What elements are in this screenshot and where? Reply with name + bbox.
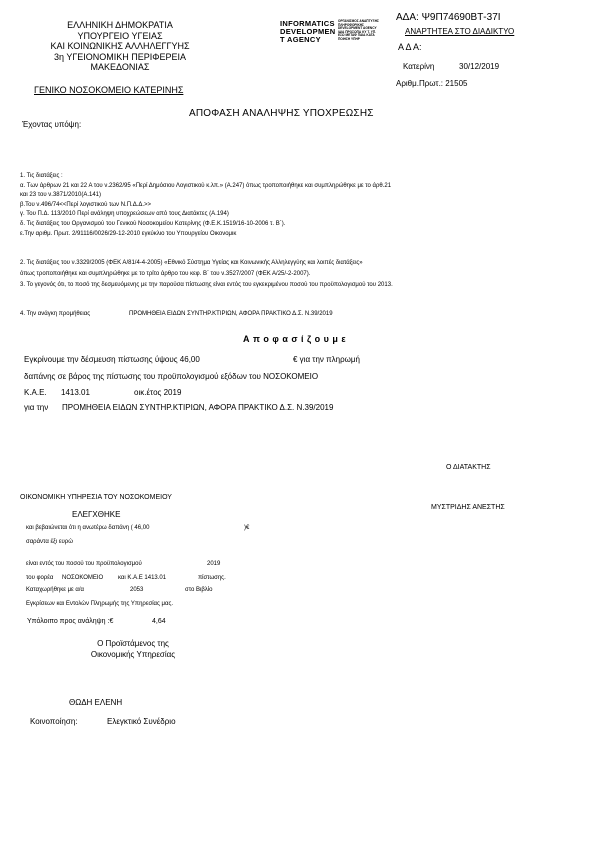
need-label: 4. Την ανάγκη προμήθειας [20,311,91,317]
provision-item: ε.Την αριθμ. Πρωτ. 2/91116/0026/29-12-2010 εγκύκλιο του Υπουργείου Οικονομικ [20,230,237,237]
protocol-number: Αριθμ.Πρωτ.: 21505 [396,79,468,88]
decision-line-1b: € για την πληρωμή [293,355,360,364]
org-line: ΜΑΚΕΔΟΝΙΑΣ [90,62,150,72]
logo-line: INFORMATICS [280,19,335,28]
logo-line: DEVELOPMEN [280,27,336,36]
finance-head-line: Ο Προϊστάμενος της [97,639,169,648]
kae-value: 1413.01 [61,388,90,397]
provision-item: όπως τροποποιήθηκε και συμπληρώθηκε με το τρίτο άρθρο του κεφ. Β΄ του ν.3527/2007 (ΦΕΚ Α/25/-2-2007). [20,271,311,277]
provisions-list-2 [20,258,393,291]
within-budget: είναι εντός του ποσού του προϋπολογισμού [26,561,142,567]
org-line: ΥΠΟΥΡΓΕΙΟ ΥΓΕΙΑΣ [77,30,163,41]
decision-line-1: Εγκρίνουμε την δέσμευση πίστωσης ύψους 46,00 [24,355,200,364]
for-value: ΠΡΟΜΗΘΕΙΑ ΕΙΔΩΝ ΣΥΝΤΗΡ.ΚΤΙΡΙΩΝ, ΑΦΟΡΑ ΠΡΑΚΤΙΚΟ Δ.Σ. Ν.39/2019 [62,403,334,412]
provision-item: 2. Τις διατάξεις του ν.3329/2005 (ΦΕΚ Α/81/4-4-2005) «Εθνικό Σύστημα Υγείας και Κοινωνικής Αλληλεγγύης και λοιπές διατάξεις» [20,260,363,266]
organization-header [30,20,210,73]
notify-value: Ελεγκτικό Συνέδριο [107,717,176,726]
recorded-label: Καταχωρήθηκε με α/α [26,587,84,593]
certify-line: και βεβαιώνεται ότι η ανωτέρω δαπάνη ( 46,00 [26,525,150,531]
finance-head-line: Οικονομικής Υπηρεσίας [90,650,176,659]
provision-item: δ. Τις διατάξεις του Οργανισμού του Γενικού Νοσοκομείου Κατερίνης (Φ.Ε.Κ.1519/16-10-2006 τ. Β΄). [20,220,286,227]
entity-kae: και Κ.Α.Ε 1413.01 [118,575,167,581]
checked-label: ΕΛΕΓΧΘΗΚΕ [72,510,121,519]
provisions-list [20,172,391,239]
provision-item: και 23 του ν.3871/2010(Α.141) [20,192,102,199]
hospital-name: ΓΕΝΙΚΟ ΝΟΣΟΚΟΜΕΙΟ ΚΑΤΕΡΙΝΗΣ [34,85,184,95]
approvals-text: Εγκρίσεων και Εντολών Πληρωμής της Υπηρεσίας μας. [26,601,174,607]
provision-item: 3. Το γεγονός ότι, το ποσό της δεσμευόμενης με την παρούσα πίστωσης είναι εντός του εγκεκριμένου ποσού του προϋπολογισμού του 2013. [20,282,393,288]
provision-item: 1. Τις διατάξεις : [20,173,63,179]
need-value: ΠΡΟΜΗΘΕΙΑ ΕΙΔΩΝ ΣΥΝΤΗΡ.ΚΤΙΡΙΩΝ, ΑΦΟΡΑ ΠΡΑΚΤΙΚΟ Δ.Σ. Ν.39/2019 [129,311,333,317]
amount-words: σαράντα έξι ευρώ [26,539,73,545]
document-date: 30/12/2019 [459,62,500,71]
finance-head-name: ΘΩΔΗ ΕΛΕΝΗ [69,698,123,707]
signer-name: ΜΥΣΤΡΙΔΗΣ ΑΝΕΣΤΗΣ [431,504,505,511]
recorded-book: στο Βιβλίο [185,587,213,593]
decision-heading: Α π ο φ α σ ί ζ ο υ μ ε [243,334,347,344]
kae-label: Κ.Α.Ε. [24,388,47,397]
finance-service: ΟΙΚΟΝΟΜΙΚΗ ΥΠΗΡΕΣΙΑ ΤΟΥ ΝΟΣΟΚΟΜΕΙΟΥ [20,494,172,501]
org-line: 3η ΥΓΕΙΟΝΟΜΙΚΗ ΠΕΡΙΦΕΡΕΙΑ [53,51,186,62]
logo-small-text: ΟΡΓΑΝΙΣΜΟΣ ΑΝΑΠΤΥΞΗΣ ΠΛΗΡΟΦΟΡΙΚΗΣ DEVELOPMENT AGENCY ΙΔΙΑ ΠΡΟΣΩΠΑ ΚΥ Τ. ΥΠ. ΕΣΩ ΜΕΤΑΦ ΠΑΙΔ ΚΑΤΑ ΠΟΙΗΣΗ ΥΠΗΡ [338,19,379,41]
remaining-value: 4,64 [152,618,166,625]
notify-label: Κοινοποίηση: [30,717,78,726]
considering-label: Έχοντας υπόψη: [22,120,82,129]
posted-online: ΑΝΑΡΤΗΤΕΑ ΣΤΟ ΔΙΑΔΙΚΤΥΟ [405,27,515,36]
entity-label: του φορέα [26,575,54,581]
decision-line-2: δαπάνης σε βάρος της πίστωσης του προϋπολογισμού εξόδων του ΝΟΣΟΚΟΜΕΙΟ [24,372,319,381]
for-label: για την [24,403,49,412]
page-title: ΑΠΟΦΑΣΗ ΑΝΑΛΗΨΗΣ ΥΠΟΧΡΕΩΣΗΣ [189,108,374,119]
provision-item: γ. Του Π.Δ. 113/2010 Περί ανάληψη υποχρεώσεων από τους Διατάκτες (Α.194) [20,211,229,218]
ada-number: ΑΔΑ: Ψ9Π74690ΒΤ-37Ι [396,12,501,23]
place: Κατερίνη [403,62,435,71]
entity-credit: πίστωσης. [198,575,226,581]
fiscal-year: οικ.έτος 2019 [134,388,182,397]
informatics-logo [280,20,380,56]
signer-role: Ο ΔΙΑΤΑΚΤΗΣ [446,464,491,471]
within-year: 2019 [207,561,221,567]
org-line: ΚΑΙ ΚΟΙΝΩΝΙΚΗΣ ΑΛΛΗΛΕΓΓΥΗΣ [50,41,190,51]
provision-item: β.Του ν.496/74<<Περί λογιστικού των Ν.Π.Δ.Δ.>> [20,201,152,208]
provision-item: α. Των άρθρων 21 και 22 Α του ν.2362/95 «Περί Δημόσιου Λογιστικού κ.λπ.» (Α.247) όπως τροποποιήθηκε και συμπληρώθηκε με το άρθ.21 [20,182,392,189]
recorded-number: 2053 [130,587,144,593]
remaining-label: Υπόλοιπο προς ανάληψη :€ [27,618,114,625]
logo-line: T AGENCY [280,35,321,44]
entity-name: ΝΟΣΟΚΟΜΕΙΟ [62,575,104,581]
certify-currency: )€ [244,525,250,531]
org-line: ΕΛΛΗΝΙΚΗ ΔΗΜΟΚΡΑΤΙΑ [67,20,173,30]
finance-head [58,638,208,660]
aaa-label: Α Δ Α: [398,42,422,52]
